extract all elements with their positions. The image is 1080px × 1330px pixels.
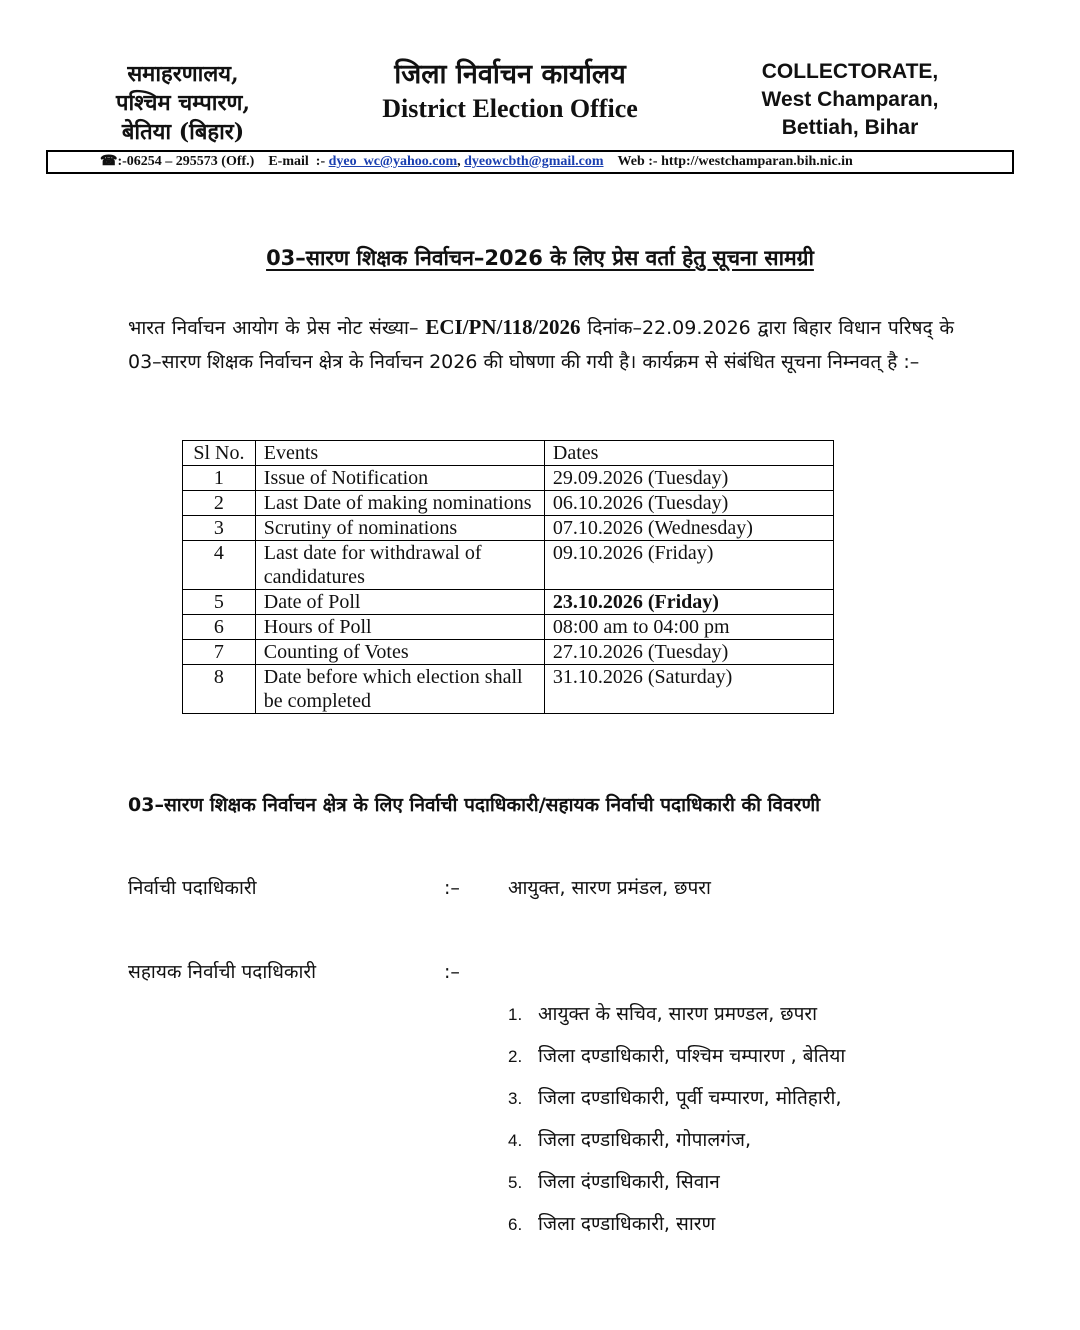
cell-event: Issue of Notification: [255, 466, 544, 491]
cell-sl: 8: [183, 665, 256, 714]
letterhead-hindi-address: [58, 60, 308, 147]
web-address[interactable]: :- http://westchamparan.bih.nic.in: [648, 154, 853, 169]
phone-icon: ☎: [100, 154, 118, 169]
returning-officer-value: आयुक्त, सारण प्रमंडल, छपरा: [508, 877, 711, 899]
letterhead-english-address: [740, 58, 960, 142]
email-link-gmail[interactable]: dyeowcbth@gmail.com: [464, 154, 604, 169]
email-comma: ,: [457, 154, 461, 169]
assistant-returning-officer-label: सहायक निर्वाची पदाधिकारी: [128, 961, 317, 983]
cell-date: 07.10.2026 (Wednesday): [544, 516, 833, 541]
press-note-reference: ECI/PN/118/2026: [425, 315, 581, 339]
cell-sl: 3: [183, 516, 256, 541]
cell-date: 08:00 am to 04:00 pm: [544, 615, 833, 640]
office-name-hindi: जिला निर्वाचन कार्यालय: [394, 59, 626, 90]
cell-sl: 2: [183, 491, 256, 516]
cell-event: Last date for withdrawal of candidatures: [255, 541, 544, 590]
officers-section-title: 03–सारण शिक्षक निर्वाचन क्षेत्र के लिए निर्वाची पदाधिकारी/सहायक निर्वाची पदाधिकारी की विवरणी: [128, 794, 821, 816]
list-item-number: 2.: [508, 1047, 523, 1066]
cell-date: 27.10.2026 (Tuesday): [544, 640, 833, 665]
email-separator: :-: [315, 154, 326, 169]
list-item-number: 4.: [508, 1131, 523, 1150]
list-item: [508, 1000, 845, 1042]
letterhead-office-name: [330, 58, 690, 126]
cell-event: Last Date of making nominations: [255, 491, 544, 516]
list-item-text: जिला दण्डाधिकारी, पश्चिम चम्पारण , बेतिया: [538, 1045, 846, 1067]
assistant-returning-officer-list: [508, 1000, 845, 1252]
column-header-dates: Dates: [544, 441, 833, 466]
cell-date-poll: 23.10.2026 (Friday): [544, 590, 833, 615]
list-item-text: आयुक्त के सचिव, सारण प्रमण्डल, छपरा: [538, 1003, 818, 1025]
intro-text-end: दिनांक–22.09.2026 द्वारा बिहार विधान परिषद् के 03–सारण शिक्षक निर्वाचन क्षेत्र के निर्वाचन 2026 की घोषणा की गयी है। कार्यक्रम से संबंधित सूचना निम्नवत् है :–: [128, 317, 954, 373]
cell-sl: 4: [183, 541, 256, 590]
cell-sl: 5: [183, 590, 256, 615]
list-item-text: जिला दंण्डाधिकारी, सिवान: [538, 1171, 720, 1193]
returning-officer-colon: :–: [444, 877, 460, 899]
intro-text-start: भारत निर्वाचन आयोग के प्रेस नोट संख्या–: [128, 317, 426, 339]
table-row: [183, 516, 834, 541]
email-link-yahoo[interactable]: dyeo_wc@yahoo.com: [328, 154, 458, 169]
intro-paragraph: [128, 310, 954, 379]
cell-date: 31.10.2026 (Saturday): [544, 665, 833, 714]
phone-number: :-06254 – 295573 (Off.): [117, 154, 255, 169]
cell-event: Hours of Poll: [255, 615, 544, 640]
cell-event: Counting of Votes: [255, 640, 544, 665]
table-row: [183, 466, 834, 491]
list-item: [508, 1126, 845, 1168]
table-row: [183, 665, 834, 714]
list-item-text: जिला दण्डाधिकारी, पूर्वी चम्पारण, मोतिहारी,: [538, 1087, 842, 1109]
office-name-english: District Election Office: [382, 94, 638, 123]
list-item-text: जिला दण्डाधिकारी, गोपालगंज,: [538, 1129, 752, 1151]
column-header-sl: Sl No.: [183, 441, 256, 466]
document-title: 03–सारण शिक्षक निर्वाचन–2026 के लिए प्रेस वर्ता हेतु सूचना सामग्री: [266, 246, 814, 270]
cell-event: Scrutiny of nominations: [255, 516, 544, 541]
table-row: [183, 615, 834, 640]
table-row: [183, 491, 834, 516]
email-label: E-mail: [268, 154, 309, 169]
list-item-number: 6.: [508, 1215, 523, 1234]
table-row: [183, 590, 834, 615]
list-item-number: 5.: [508, 1173, 523, 1192]
letterhead-left-line: बेतिया (बिहार): [121, 119, 245, 145]
letterhead-right-line: COLLECTORATE,: [761, 60, 939, 83]
list-item: [508, 1042, 845, 1084]
letterhead-left-line: पश्चिम चम्पारण,: [115, 90, 251, 116]
cell-date: 29.09.2026 (Tuesday): [544, 466, 833, 491]
list-item-number: 3.: [508, 1089, 523, 1108]
cell-sl: 6: [183, 615, 256, 640]
election-schedule-table: [182, 440, 834, 714]
table-header-row: [183, 441, 834, 466]
contact-bar: [46, 150, 1014, 174]
assistant-returning-officer-colon: :–: [444, 961, 460, 983]
table-row: [183, 541, 834, 590]
cell-event: Date before which election shall be completed: [255, 665, 544, 714]
cell-date: 06.10.2026 (Tuesday): [544, 491, 833, 516]
column-header-events: Events: [255, 441, 544, 466]
list-item: [508, 1210, 845, 1252]
table-row: [183, 640, 834, 665]
letterhead-right-line: Bettiah, Bihar: [781, 116, 919, 139]
list-item-text: जिला दण्डाधिकारी, सारण: [538, 1213, 716, 1235]
returning-officer-label: निर्वाची पदाधिकारी: [128, 877, 257, 899]
list-item: [508, 1168, 845, 1210]
letterhead-left-line: समाहरणालय,: [127, 61, 239, 87]
web-label: Web: [617, 154, 645, 169]
list-item-number: 1.: [508, 1005, 523, 1024]
list-item: [508, 1084, 845, 1126]
letterhead-right-line: West Champaran,: [761, 88, 939, 111]
cell-date: 09.10.2026 (Friday): [544, 541, 833, 590]
cell-sl: 1: [183, 466, 256, 491]
cell-event: Date of Poll: [255, 590, 544, 615]
cell-sl: 7: [183, 640, 256, 665]
